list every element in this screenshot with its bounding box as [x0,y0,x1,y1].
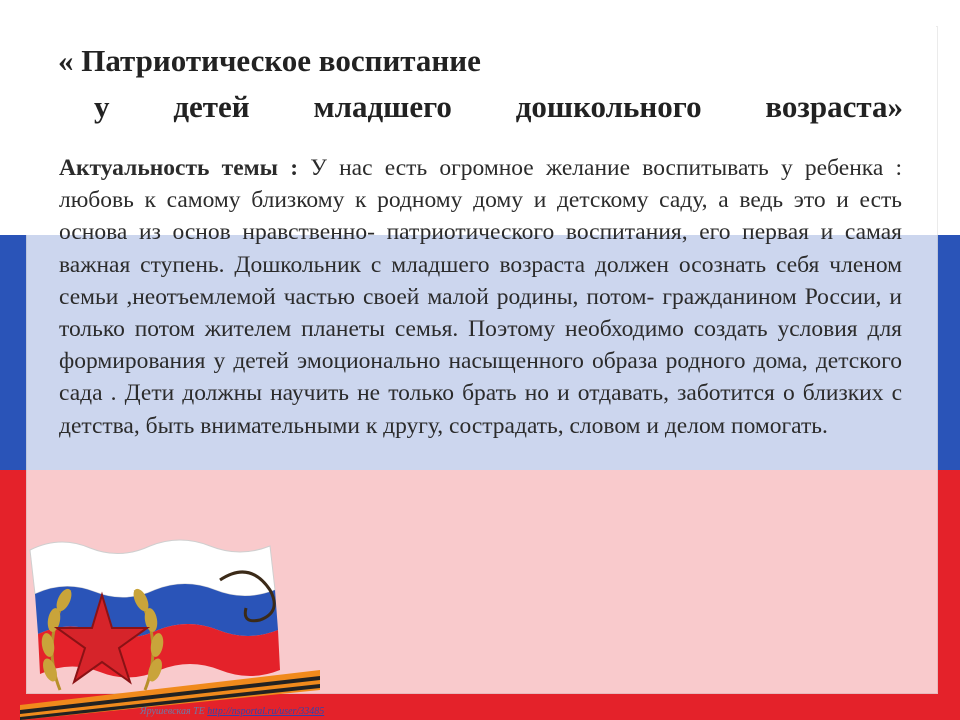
title-line-1: « Патриотическое воспитание [58,43,481,78]
topic-relevance-label: Актуальность темы : [59,155,299,181]
waving-flags-icon [30,540,280,678]
footer-credit [140,706,324,717]
body-paragraph [59,152,902,442]
slide-title [58,38,903,130]
footer-author: Ярушевская ТЕ [140,706,205,717]
russian-flag-emblem [20,520,320,720]
footer-link[interactable]: http://nsportal.ru/user/33485 [207,706,325,717]
title-line-2: у детей младшего дошкольного возраста» [94,89,903,124]
topic-relevance-text: У нас есть огромное желание воспитывать у ребенка : любовь к самому близкому к родному дому и детскому саду, а ведь это и есть основа из основ нравственно- патриотического воспитания, его первая и самая важная ступень. Дошкольник с младшего возраста должен осознать себя членом семьи ,неотъемлемой частью своей малой родины, потом- гражданином России, и только потом жителем планеты семья. Поэтому необходимо создать условия для формирования у детей эмоционально насыщенного образа родного дома, детского сада . Дети должны научить не только брать но и отдавать, заботится о близких с детства, быть внимательными к другу, сострадать, словом и делом помогать. [59,155,902,439]
